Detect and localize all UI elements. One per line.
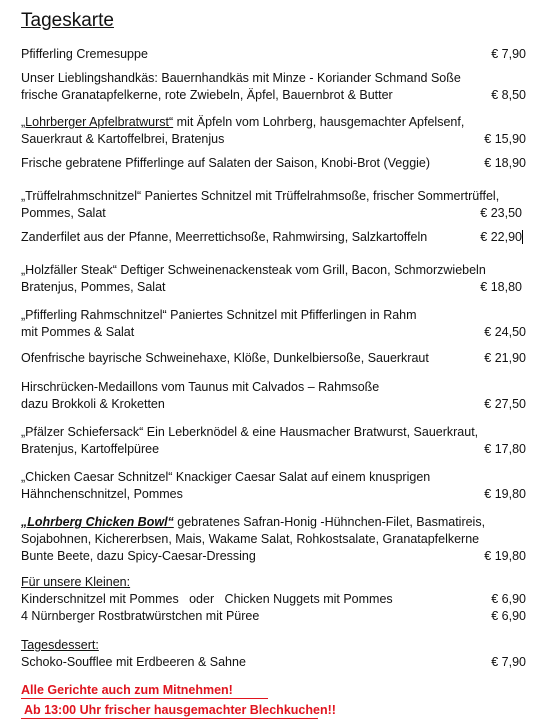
item-line: Unser Lieblingshandkäs: Bauernhandkäs mit Minze - Koriander Schmand Soße	[21, 71, 461, 85]
page-title: Tageskarte	[21, 10, 114, 31]
section-heading: Für unsere Kleinen:	[21, 575, 131, 589]
item-line: Pommes, Salat	[21, 206, 106, 220]
item-price: € 18,90	[484, 156, 526, 170]
takeaway-note: Alle Gerichte auch zum Mitnehmen!	[21, 683, 233, 697]
item-line: „Pfälzer Schiefersack“ Ein Leberknödel & eine Hausmacher Bratwurst, Sauerkraut,	[21, 425, 479, 439]
item-price: € 27,50	[484, 397, 526, 411]
menu-item	[21, 46, 526, 63]
item-price: € 23,50	[480, 206, 522, 220]
item-price: € 18,80	[480, 280, 522, 294]
item-price: € 7,90	[491, 47, 526, 61]
item-name: Zanderfilet aus der Pfanne, Meerrettichsoße, Rahmwirsing, Salzkartoffeln	[21, 230, 428, 244]
item-line: Hähnchenschnitzel, Pommes	[21, 487, 183, 501]
text-cursor	[522, 230, 523, 244]
item-line: Sojabohnen, Kichererbsen, Mais, Wakame Salat, Rohkostsalate, Granatapfelkerne	[21, 532, 480, 546]
item-price: € 24,50	[484, 325, 526, 339]
item-name: „Lohrberg Chicken Bowl“	[21, 515, 174, 529]
item-name: Ofenfrische bayrische Schweinehaxe, Klöße, Dunkelbiersoße, Sauerkraut	[21, 351, 429, 365]
item-price: € 17,80	[484, 442, 526, 456]
item-line: „Chicken Caesar Schnitzel“ Knackiger Caesar Salat auf einem knusprigen	[21, 470, 431, 484]
item-name: „Lohrberger Apfelbratwurst“	[21, 115, 174, 129]
cake-note: Ab 13:00 Uhr frischer hausgemachter Blechkuchen!!	[24, 703, 336, 717]
menu-item	[21, 350, 526, 367]
menu-item	[21, 424, 526, 458]
item-line: Bunte Beete, dazu Spicy-Caesar-Dressing	[21, 549, 256, 563]
item-price: € 15,90	[484, 132, 526, 146]
item-price: € 19,80	[484, 549, 526, 563]
item-price: € 6,90	[491, 592, 526, 606]
menu-item	[21, 155, 526, 172]
item-line: Sauerkraut & Kartoffelbrei, Bratenjus	[21, 132, 225, 146]
menu-item	[21, 262, 526, 296]
item-line: 4 Nürnberger Rostbratwürstchen mit Püree	[21, 609, 260, 623]
item-line: gebratenes Safran-Honig -Hühnchen-Filet, Basmatireis,	[173, 515, 486, 529]
item-line: „Pfifferling Rahmschnitzel“ Paniertes Schnitzel mit Pfifferlingen in Rahm	[21, 308, 417, 322]
item-line: frische Granatapfelkerne, rote Zwiebeln, Äpfel, Bauernbrot & Butter	[21, 88, 393, 102]
item-line: „Trüffelrahmschnitzel“ Paniertes Schnitzel mit Trüffelrahmsoße, frischer Sommertrüffel,	[21, 189, 500, 203]
menu-item	[21, 307, 526, 341]
menu-item	[21, 379, 526, 413]
item-line: mit Äpfeln vom Lohrberg, hausgemachter Apfelsenf,	[173, 115, 465, 129]
menu-item	[21, 70, 526, 104]
kids-section	[21, 574, 526, 625]
item-line: „Holzfäller Steak“ Deftiger Schweinenackensteak vom Grill, Bacon, Schmorzwiebeln	[21, 263, 486, 277]
dessert-section	[21, 637, 526, 671]
item-name: Frische gebratene Pfifferlinge auf Salaten der Saison, Knobi-Brot (Veggie)	[21, 156, 431, 170]
item-price: € 8,50	[491, 88, 526, 102]
item-line: mit Pommes & Salat	[21, 325, 135, 339]
section-heading: Tagesdessert:	[21, 638, 99, 652]
underline	[21, 718, 318, 719]
menu-item	[21, 114, 526, 148]
item-price: € 19,80	[484, 487, 526, 501]
item-line: dazu Brokkoli & Kroketten	[21, 397, 165, 411]
menu-item	[21, 188, 526, 222]
item-price: € 7,90	[491, 655, 526, 669]
menu-item	[21, 229, 526, 246]
item-line: Bratenjus, Pommes, Salat	[21, 280, 166, 294]
item-line: Bratenjus, Kartoffelpüree	[21, 442, 160, 456]
underline	[21, 698, 268, 699]
item-price: € 21,90	[484, 351, 526, 365]
item-line: Kinderschnitzel mit Pommes oder Chicken Nuggets mit Pommes	[21, 592, 393, 606]
menu-item	[21, 469, 526, 503]
item-line: Hirschrücken-Medaillons vom Taunus mit Calvados – Rahmsoße	[21, 380, 380, 394]
item-line: Schoko-Soufflee mit Erdbeeren & Sahne	[21, 655, 246, 669]
menu-item	[21, 514, 526, 565]
item-price: € 6,90	[491, 609, 526, 623]
item-price: € 22,90	[480, 230, 522, 244]
item-name: Pfifferling Cremesuppe	[21, 47, 148, 61]
